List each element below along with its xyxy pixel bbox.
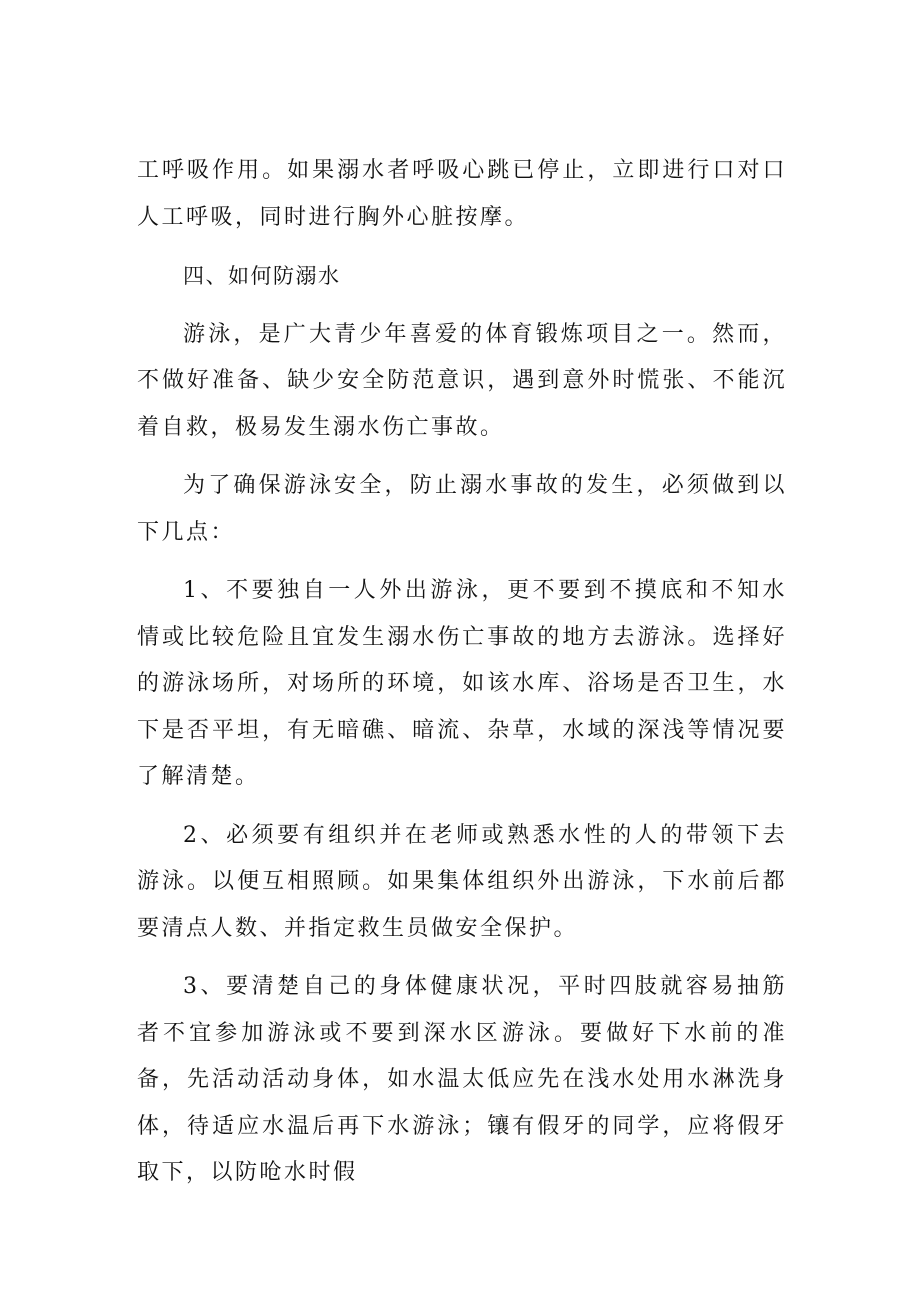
paragraph-intro: 游泳，是广大青少年喜爱的体育锻炼项目之一。然而，不做好准备、缺少安全防范意识，遇到意外时慌张、不能沉着自救，极易发生溺水伤亡事故。 — [137, 321, 787, 440]
document-body — [137, 148, 787, 1209]
paragraph-rule-3: 3、要清楚自己的身体健康状况，平时四肢就容易抽筋者不宜参加游泳或不要到深水区游泳。要做好下水前的准备，先活动活动身体，如水温太低应先在浅水处用水淋洗身体，待适应水温后再下水游泳；镶有假牙的同学，应将假牙取下，以防呛水时假 — [137, 974, 787, 1185]
paragraph-continuation: 工呼吸作用。如果溺水者呼吸心跳已停止，立即进行口对口人工呼吸，同时进行胸外心脏按摩。 — [137, 158, 787, 230]
paragraph-rules-lead: 为了确保游泳安全，防止溺水事故的发生，必须做到以下几点： — [137, 473, 787, 545]
paragraph-rule-2: 2、必须要有组织并在老师或熟悉水性的人的带领下去游泳。以便互相照顾。如果集体组织外出游泳，下水前后都要清点人数、并指定救生员做安全保护。 — [137, 822, 787, 941]
paragraph-rule-1: 1、不要独自一人外出游泳，更不要到不摸底和不知水情或比较危险且宜发生溺水伤亡事故的地方去游泳。选择好的游泳场所，对场所的环境，如该水库、浴场是否卫生，水下是否平坦，有无暗礁、暗流、杂草，水域的深浅等情况要了解清楚。 — [137, 578, 787, 789]
section-heading: 四、如何防溺水 — [183, 264, 341, 288]
